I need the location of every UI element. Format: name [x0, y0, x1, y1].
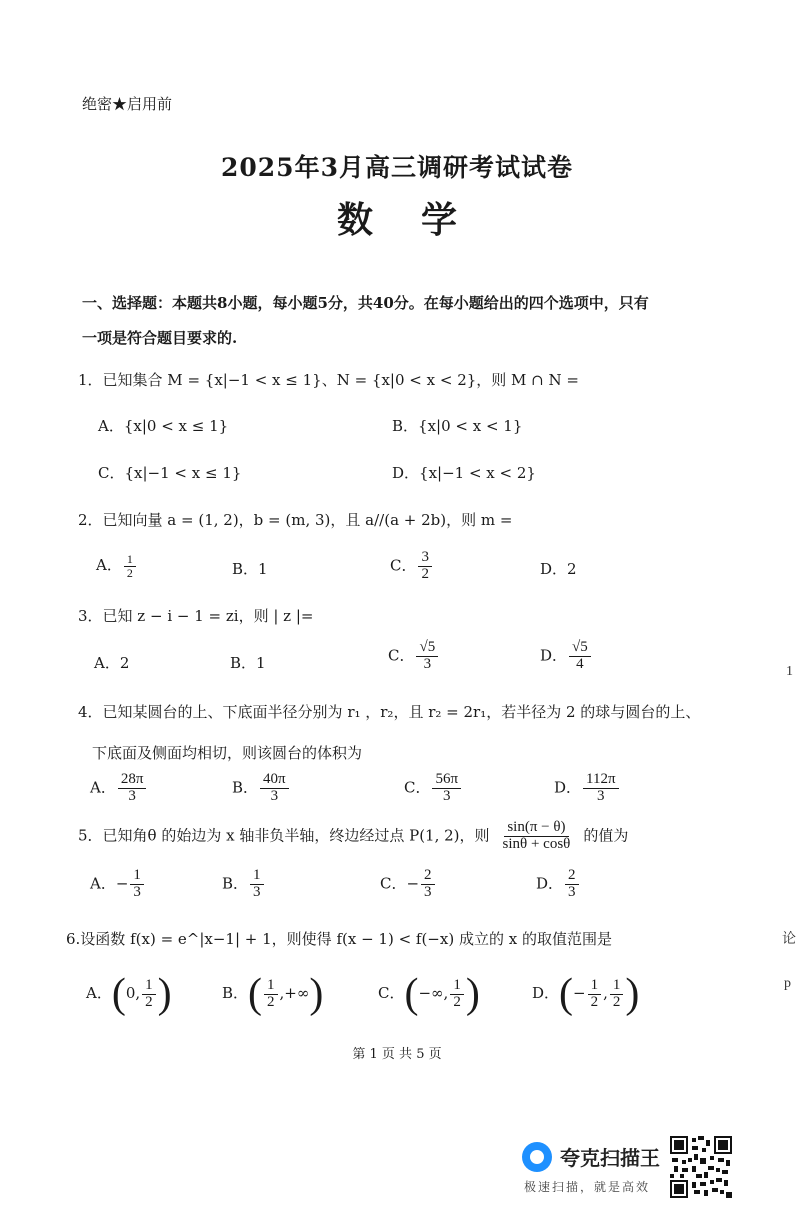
edge-mark-2: 论 — [782, 932, 796, 947]
exam-title: 2025年3月高三调研考试试卷 — [221, 153, 573, 182]
q4-option-c: C． $\frac{56\pi}{3}$ — [404, 772, 463, 805]
q5-option-d: D． $\frac{2}{3}$ — [536, 868, 581, 901]
question-2-stem: 2．已知向量 a = (1, 2)，b = (m, 3)，且 a//(a + 2b)，则 m = — [78, 511, 513, 529]
q3-option-a: A．2 — [94, 654, 130, 672]
confidential-mark: 绝密★启用前 — [82, 95, 173, 113]
q6-option-a: A．(0, $\frac{1}{2}$ ) — [86, 971, 172, 1017]
q1-option-b: B．{x|0 < x < 1} — [392, 417, 523, 435]
q1-option-d: D．{x|−1 < x < 2} — [392, 464, 536, 482]
brand-tagline: 极速扫描，就是高效 — [524, 1180, 651, 1194]
q2-option-a: A． $\frac{1}{2}$ — [96, 553, 138, 579]
q6-option-c: C．(−∞, $\frac{1}{2}$ ) — [378, 971, 480, 1017]
question-6-stem: 6.设函数 f(x) = e^|x−1| + 1，则使得 f(x − 1) < f(−x) 成立的 x 的取值范围是 — [66, 930, 612, 948]
question-4-stem-line2: 下底面及侧面均相切，则该圆台的体积为 — [92, 744, 363, 762]
q2-option-b: B．1 — [232, 560, 268, 578]
q3-option-d: D． $\frac{√5}{4}$ — [540, 640, 593, 673]
question-3-stem: 3．已知 z − i − 1 = zi，则 | z |= — [78, 607, 314, 625]
qr-code-icon — [670, 1136, 732, 1198]
q4-option-a: A． $\frac{28\pi}{3}$ — [90, 772, 148, 805]
section-instructions-line2: 一项是符合题目要求的. — [82, 329, 238, 347]
q6-option-b: B．( $\frac{1}{2}$ ,+∞) — [222, 971, 324, 1017]
question-1-stem: 1．已知集合 M = {x|−1 < x ≤ 1}、N = {x|0 < x < 2}，则 M ∩ N = — [78, 371, 579, 389]
q3-option-c: C． $\frac{√5}{3}$ — [388, 640, 440, 673]
q5-option-b: B． $\frac{1}{3}$ — [222, 868, 266, 901]
q2-option-c: C． $\frac{3}{2}$ — [390, 550, 434, 583]
scanner-brand — [518, 1138, 668, 1198]
q6-option-d: D．(− $\frac{1}{2}$ , $\frac{1}{2}$ ) — [532, 971, 640, 1017]
q1-option-a: A．{x|0 < x ≤ 1} — [98, 417, 229, 435]
edge-mark-1: 1 — [786, 664, 793, 679]
q4-option-d: D． $\frac{112\pi}{3}$ — [554, 772, 621, 805]
q3-option-b: B．1 — [230, 654, 266, 672]
page-footer: 第 1 页 共 5 页 — [352, 1047, 442, 1062]
section-instructions-line1: 一、选择题：本题共8小题，每小题5分，共40分。在每小题给出的四个选项中，只有 — [82, 294, 649, 312]
subject-title: 数学 — [336, 199, 505, 241]
q5-option-c: C．− $\frac{2}{3}$ — [380, 868, 437, 901]
question-5-stem: 5．已知角θ 的始边为 x 轴非负半轴，终边经过点 P(1, 2)，则 $\frac{\sin(\pi - \theta)}{\sin\theta + \cos\theta}$ 的值为 — [78, 819, 629, 852]
q5-option-a: A．− $\frac{1}{3}$ — [90, 868, 146, 901]
q2-option-d: D．2 — [540, 560, 577, 578]
brand-logo-icon — [522, 1142, 552, 1172]
q1-option-c: C．{x|−1 < x ≤ 1} — [98, 464, 242, 482]
question-4-stem-line1: 4．已知某圆台的上、下底面半径分别为 r₁ ，r₂，且 r₂ = 2r₁，若半径为 2 的球与圆台的上、 — [78, 703, 701, 721]
q4-option-b: B． $\frac{40\pi}{3}$ — [232, 772, 291, 805]
brand-name: 夸克扫描王 — [560, 1146, 660, 1170]
edge-mark-3: p — [784, 976, 791, 991]
